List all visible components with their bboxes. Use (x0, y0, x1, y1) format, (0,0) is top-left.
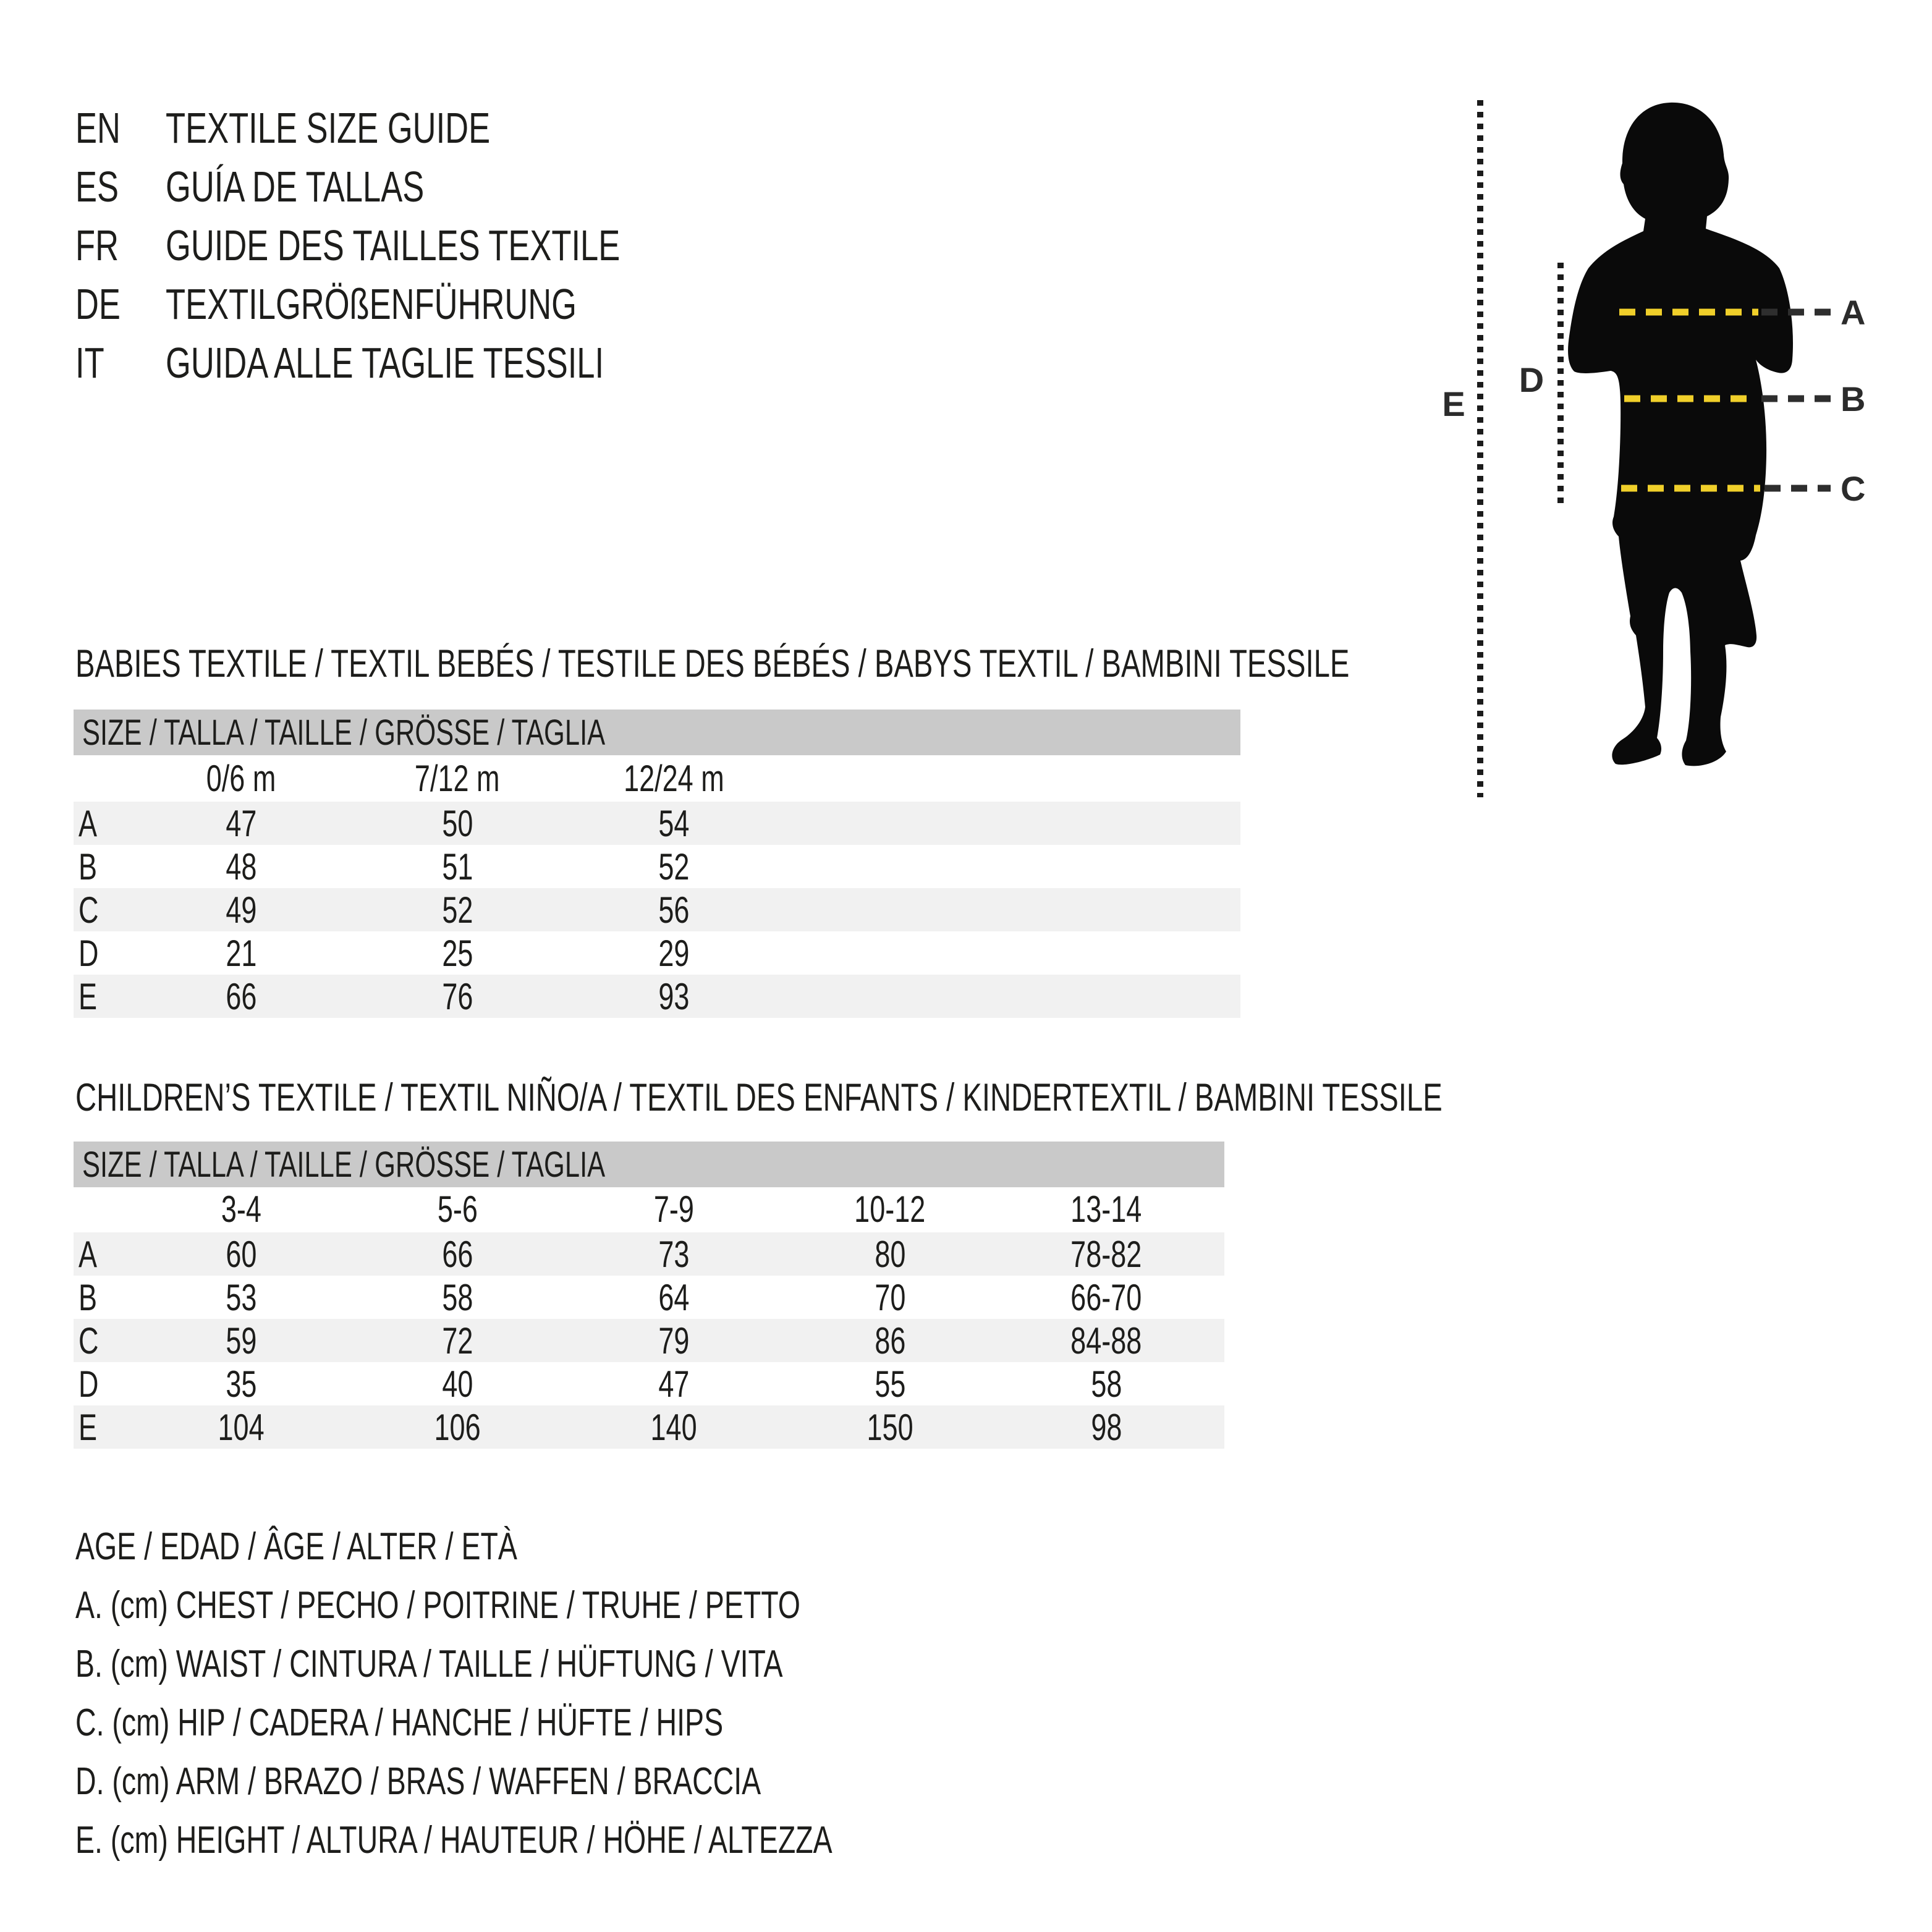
cell-value: 64 (658, 1276, 690, 1318)
cell-value: 35 (225, 1363, 257, 1405)
legend-line-waist: B. (cm) WAIST / CINTURA / TAILLE / HÜFTUNG / VITA (75, 1643, 783, 1685)
language-title: GUÍA DE TALLAS (166, 163, 425, 211)
cell-value: 106 (434, 1406, 481, 1448)
cell-value: 55 (874, 1363, 906, 1405)
cell-value: 49 (225, 889, 257, 931)
children-table (74, 1186, 1224, 1449)
table-row-e (74, 975, 1240, 1018)
row-label: E (78, 975, 98, 1017)
babies-table (74, 755, 1240, 1018)
column-header: 7-9 (653, 1188, 694, 1230)
row-label: D (78, 932, 99, 974)
table-row-b (74, 845, 1240, 888)
language-code: ES (75, 163, 119, 211)
cell-value: 66-70 (1070, 1276, 1142, 1318)
cell-value: 48 (225, 845, 257, 888)
column-header: 10-12 (854, 1188, 926, 1230)
children-column-header-row (74, 1186, 1224, 1232)
column-header: 12/24 m (623, 758, 724, 799)
column-header: 0/6 m (206, 758, 276, 799)
cell-value: 58 (1090, 1363, 1122, 1405)
babies-column-header-row (74, 755, 1240, 802)
cell-value: 47 (658, 1363, 690, 1405)
row-label: C (78, 1320, 99, 1362)
table-row-e (74, 1405, 1224, 1449)
legend-line-hip: C. (cm) HIP / CADERA / HANCHE / HÜFTE / HIPS (75, 1701, 724, 1744)
language-title: TEXTILGRÖßENFÜHRUNG (166, 280, 577, 328)
legend-line-height: E. (cm) HEIGHT / ALTURA / HAUTEUR / HÖHE / ALTEZZA (75, 1819, 833, 1862)
cell-value: 53 (225, 1276, 257, 1318)
babies-section (74, 642, 1350, 1018)
cell-value: 66 (225, 975, 257, 1017)
column-header: 13-14 (1070, 1188, 1142, 1230)
row-label: C (78, 889, 99, 931)
cell-value: 51 (441, 845, 473, 888)
cell-value: 76 (441, 975, 473, 1017)
row-label: E (78, 1406, 98, 1448)
cell-value: 50 (441, 802, 473, 844)
cell-value: 84-88 (1070, 1320, 1142, 1362)
language-title: GUIDA ALLE TAGLIE TESSILI (166, 339, 604, 387)
figure-label-e: E (1442, 384, 1465, 423)
table-row-b (74, 1276, 1224, 1319)
table-row-c (74, 1319, 1224, 1362)
child-measurement-diagram (1440, 93, 1873, 803)
children-size-header-bar: SIZE / TALLA / TAILLE / GRÖSSE / TAGLIA (74, 1142, 1224, 1187)
cell-value: 79 (658, 1320, 690, 1362)
row-label: B (78, 845, 98, 888)
table-row-a (74, 802, 1240, 845)
cell-value: 56 (658, 889, 690, 931)
cell-value: 104 (218, 1406, 265, 1448)
table-row-d (74, 931, 1240, 975)
cell-value: 140 (650, 1406, 697, 1448)
row-label: D (78, 1363, 99, 1405)
row-label: A (78, 802, 98, 844)
measurement-legend (75, 1517, 1085, 1870)
language-code: IT (75, 339, 104, 387)
language-code: DE (75, 280, 121, 328)
column-header: 7/12 m (415, 758, 500, 799)
babies-size-header-bar: SIZE / TALLA / TAILLE / GRÖSSE / TAGLIA (74, 710, 1240, 755)
cell-value: 80 (874, 1233, 906, 1275)
children-section-title: CHILDREN’S TEXTILE / TEXTIL NIÑO/A / TEXTIL DES ENFANTS / KINDERTEXTIL / BAMBINI TESSILE (75, 1076, 1443, 1119)
cell-value: 40 (441, 1363, 473, 1405)
language-title: GUIDE DES TAILLES TEXTILE (166, 221, 621, 269)
column-header: 5-6 (437, 1188, 478, 1230)
cell-value: 21 (225, 932, 257, 974)
babies-section-title: BABIES TEXTILE / TEXTIL BEBÉS / TESTILE DES BÉBÉS / BABYS TEXTIL / BAMBINI TESSILE (75, 642, 1350, 685)
language-title: TEXTILE SIZE GUIDE (166, 104, 491, 152)
figure-label-a: A (1841, 293, 1866, 332)
cell-value: 72 (441, 1320, 473, 1362)
legend-line-chest: A. (cm) CHEST / PECHO / POITRINE / TRUHE / PETTO (75, 1584, 800, 1627)
cell-value: 86 (874, 1320, 906, 1362)
figure-label-c: C (1841, 469, 1866, 508)
legend-line-age: AGE / EDAD / ÂGE / ALTER / ETÀ (75, 1525, 517, 1568)
cell-value: 59 (225, 1320, 257, 1362)
cell-value: 60 (225, 1233, 257, 1275)
cell-value: 29 (658, 932, 690, 974)
legend-line-arm: D. (cm) ARM / BRAZO / BRAS / WAFFEN / BRACCIA (75, 1760, 761, 1803)
cell-value: 150 (866, 1406, 913, 1448)
cell-value: 73 (658, 1233, 690, 1275)
cell-value: 70 (874, 1276, 906, 1318)
children-section (74, 1076, 1443, 1449)
figure-label-d: D (1519, 360, 1544, 399)
row-label: B (78, 1276, 98, 1318)
cell-value: 54 (658, 802, 690, 844)
cell-value: 98 (1090, 1406, 1122, 1448)
language-code: FR (75, 221, 119, 269)
cell-value: 58 (441, 1276, 473, 1318)
cell-value: 78-82 (1070, 1233, 1142, 1275)
cell-value: 52 (441, 889, 473, 931)
figure-label-b: B (1841, 379, 1866, 418)
language-code: EN (75, 104, 121, 152)
column-header: 3-4 (221, 1188, 261, 1230)
cell-value: 25 (441, 932, 473, 974)
cell-value: 93 (658, 975, 690, 1017)
cell-value: 52 (658, 845, 690, 888)
cell-value: 47 (225, 802, 257, 844)
row-label: A (78, 1233, 98, 1275)
cell-value: 66 (441, 1233, 473, 1275)
table-row-d (74, 1362, 1224, 1405)
table-row-c (74, 888, 1240, 931)
table-row-a (74, 1232, 1224, 1276)
